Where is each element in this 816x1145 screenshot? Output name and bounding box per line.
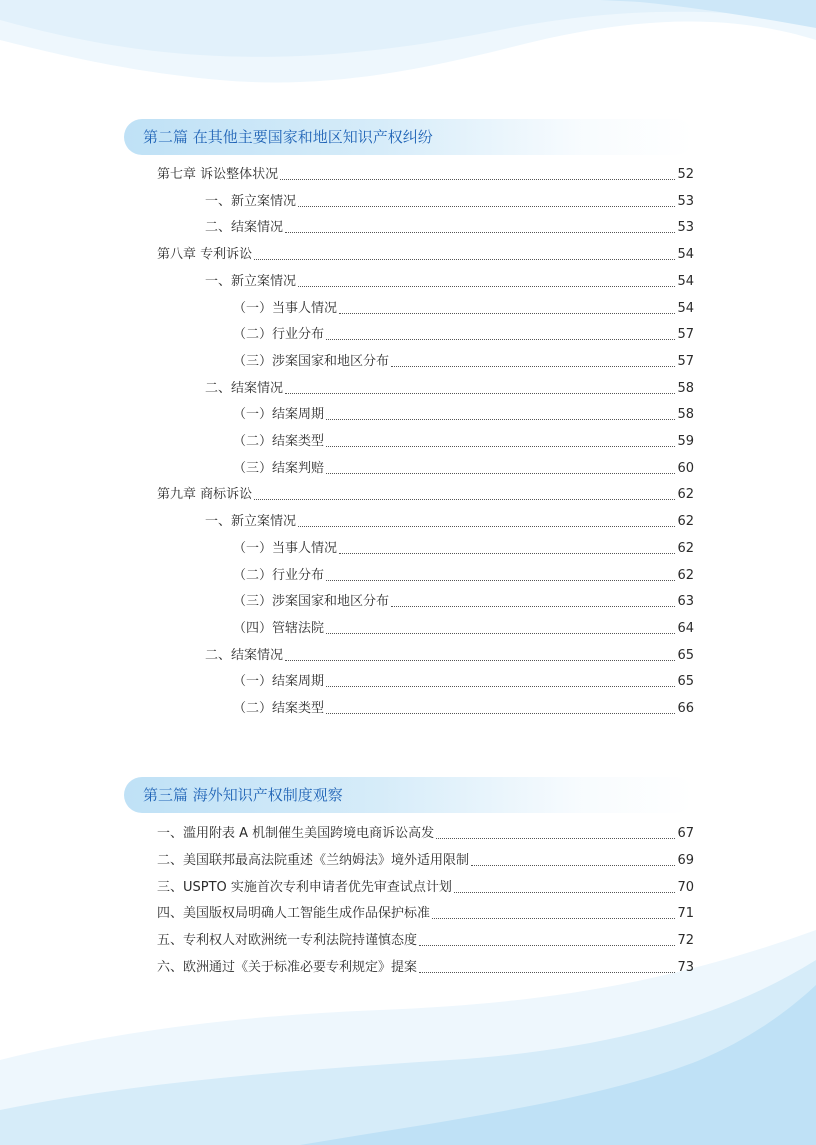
- toc-entry[interactable]: [205, 377, 694, 397]
- dot-leader: [326, 633, 675, 634]
- dot-leader: [298, 526, 675, 527]
- toc-entry-page-number: 54: [677, 273, 694, 289]
- toc-entry-page-number: 63: [677, 594, 694, 610]
- toc-entry-page-number: 62: [677, 567, 694, 583]
- toc-entry-page-number: 73: [677, 960, 694, 975]
- dot-leader: [280, 179, 675, 180]
- toc-entry-page-number: 58: [677, 407, 694, 423]
- toc-entry-page-number: 62: [677, 540, 694, 556]
- toc-entry-page-number: 65: [677, 647, 694, 663]
- toc-entry[interactable]: [157, 956, 694, 976]
- toc-entry-label: 二、结案情况: [205, 380, 284, 396]
- toc-entry[interactable]: [157, 243, 694, 263]
- toc-entry-page-number: 52: [677, 167, 694, 182]
- toc-entry-label: 一、新立案情况: [205, 273, 297, 289]
- dot-leader: [285, 232, 675, 233]
- dot-leader: [326, 580, 675, 581]
- toc-entry-label: 第九章 商标诉讼: [157, 487, 253, 503]
- toc-entry-page-number: 60: [677, 460, 694, 476]
- toc-entry[interactable]: [233, 617, 694, 637]
- toc-entry-label: 第七章 诉讼整体状况: [157, 167, 279, 182]
- toc-entry[interactable]: [233, 537, 694, 557]
- dot-leader: [326, 473, 675, 474]
- toc-entry-page-number: 65: [677, 674, 694, 690]
- toc-entry-label: 二、美国联邦最高法院重述《兰纳姆法》境外适用限制: [157, 852, 470, 868]
- toc-entry[interactable]: [157, 876, 694, 896]
- dot-leader: [326, 446, 675, 447]
- toc-entry[interactable]: [233, 430, 694, 450]
- toc-entry[interactable]: [233, 350, 694, 370]
- dot-leader: [254, 259, 675, 260]
- toc-entry-page-number: 57: [677, 353, 694, 369]
- toc-entry-label: 第八章 专利诉讼: [157, 247, 253, 263]
- toc-entry[interactable]: [157, 483, 694, 503]
- toc-entry-label: （二）结案类型: [233, 434, 325, 449]
- toc-entry-page-number: 69: [677, 852, 694, 868]
- dot-leader: [254, 499, 675, 500]
- dot-leader: [326, 713, 675, 714]
- toc-entry-page-number: 72: [677, 933, 694, 949]
- dot-leader: [285, 393, 675, 394]
- toc-entry[interactable]: [205, 510, 694, 530]
- dot-leader: [326, 339, 675, 340]
- toc-entry-page-number: 67: [677, 826, 694, 841]
- toc-entry[interactable]: [205, 270, 694, 290]
- dot-leader: [454, 892, 676, 893]
- toc-entry-page-number: 53: [677, 220, 694, 236]
- toc-entry-page-number: 62: [677, 487, 694, 503]
- toc-entry-label: （一）结案周期: [233, 407, 325, 423]
- toc-entry-label: （二）行业分布: [233, 327, 325, 343]
- toc-entry[interactable]: [233, 697, 694, 717]
- part3-header: [124, 777, 694, 813]
- part3-title: 第三篇 海外知识产权制度观察: [143, 786, 343, 804]
- dot-leader: [339, 313, 675, 314]
- dot-leader: [391, 366, 675, 367]
- dot-leader: [298, 206, 675, 207]
- toc-entry-page-number: 59: [677, 434, 694, 449]
- part2-header: [124, 119, 694, 155]
- toc-entry[interactable]: [233, 590, 694, 610]
- toc-entry[interactable]: [205, 644, 694, 664]
- toc-entry-page-number: 53: [677, 193, 694, 209]
- toc-entry-label: 三、USPTO 实施首次专利申请者优先审查试点计划: [157, 879, 452, 895]
- dot-leader: [285, 660, 675, 661]
- toc-entry-label: （三）涉案国家和地区分布: [233, 353, 390, 369]
- toc-entry-page-number: 54: [677, 247, 694, 263]
- toc-entry-label: （二）行业分布: [233, 567, 325, 583]
- toc-entry-page-number: 66: [677, 701, 694, 716]
- dot-leader: [326, 419, 675, 420]
- toc-entry[interactable]: [157, 902, 694, 922]
- toc-entry-label: 四、美国版权局明确人工智能生成作品保护标准: [157, 906, 431, 922]
- toc-entry-label: 五、专利权人对欧洲统一专利法院持谨慎态度: [157, 933, 418, 949]
- toc-entry[interactable]: [157, 849, 694, 869]
- toc-entry-label: （一）结案周期: [233, 674, 325, 690]
- toc-entry[interactable]: [233, 457, 694, 477]
- dot-leader: [471, 865, 675, 866]
- toc-entry[interactable]: [233, 403, 694, 423]
- toc-entry[interactable]: [205, 216, 694, 236]
- toc-entry[interactable]: [233, 670, 694, 690]
- toc-entry[interactable]: [233, 564, 694, 584]
- toc-entry-page-number: 58: [677, 380, 694, 396]
- toc-entry-label: （一）当事人情况: [233, 300, 338, 316]
- toc-entry[interactable]: [157, 929, 694, 949]
- toc-entry-label: （二）结案类型: [233, 701, 325, 716]
- dot-leader: [419, 972, 675, 973]
- toc-entry-page-number: 62: [677, 514, 694, 530]
- toc-entry[interactable]: [233, 323, 694, 343]
- toc-entry[interactable]: [157, 822, 694, 842]
- toc-entry-label: 二、结案情况: [205, 647, 284, 663]
- part2-title: 第二篇 在其他主要国家和地区知识产权纠纷: [143, 128, 433, 146]
- toc-entry-label: （三）涉案国家和地区分布: [233, 594, 390, 610]
- dot-leader: [326, 686, 675, 687]
- dot-leader: [419, 945, 675, 946]
- toc-entry-page-number: 71: [677, 906, 694, 922]
- toc-entry-page-number: 70: [677, 879, 694, 895]
- toc-entry[interactable]: [233, 297, 694, 317]
- dot-leader: [432, 918, 675, 919]
- dot-leader: [436, 838, 675, 839]
- toc-entry-page-number: 64: [677, 620, 694, 636]
- toc-entry-label: （四）管辖法院: [233, 620, 325, 636]
- toc-entry-label: （一）当事人情况: [233, 540, 338, 556]
- toc-entry-page-number: 57: [677, 327, 694, 343]
- toc-entry[interactable]: [205, 190, 694, 210]
- dot-leader: [339, 553, 675, 554]
- toc-entry-label: 六、欧洲通过《关于标准必要专利规定》提案: [157, 960, 418, 975]
- toc-entry-label: （三）结案判赔: [233, 460, 325, 476]
- toc-entry-label: 一、滥用附表 A 机制催生美国跨境电商诉讼高发: [157, 826, 435, 841]
- dot-leader: [391, 606, 675, 607]
- toc-entry-label: 一、新立案情况: [205, 514, 297, 530]
- toc-entry-label: 一、新立案情况: [205, 193, 297, 209]
- toc-entry[interactable]: [157, 163, 694, 183]
- toc-entry-label: 二、结案情况: [205, 220, 284, 236]
- dot-leader: [298, 286, 675, 287]
- toc-entry-page-number: 54: [677, 300, 694, 316]
